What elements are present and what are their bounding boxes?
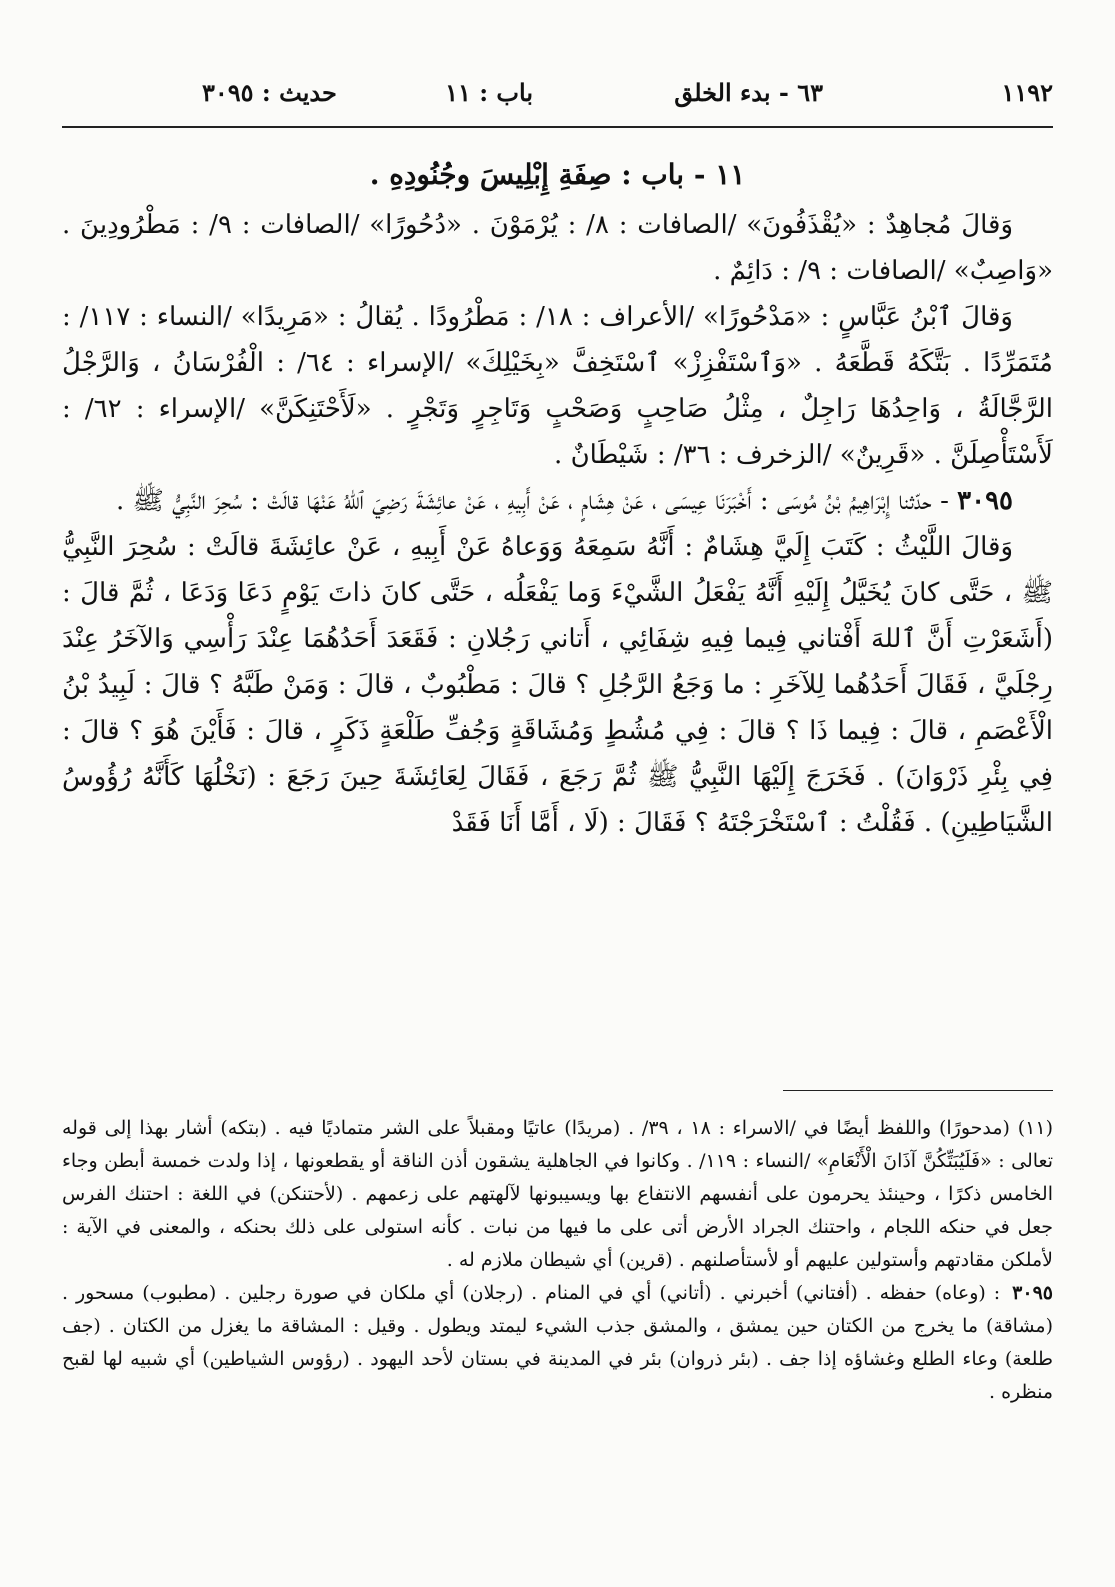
chapter-title: ١١ - باب : صِفَةِ إِبْلِيسَ وجُنُودِهِ .	[369, 158, 746, 191]
book-title: ٦٣ - بدء الخلق	[674, 78, 823, 107]
paragraph-ibn-abbas: وَقالَ ٱبْنُ عَبَّاسٍ : «مَدْحُورًا» /الأعراف : ١٨/ : مَطْرُودًا . يُقالُ : «مَرِيدًا» /النساء : ١١٧/ : مُتَمَرِّدًا . بَتَّكَهُ قَطَّعَهُ . «وَٱسْتَفْزِزْ» ٱسْتَخِفَّ «بِخَيْلِكَ» /الإسراء : ٦٤/ : الْفُرْسَانُ ، وَالرَّجْلُ الرَّجَّالَةُ ، وَاحِدُهَا رَاجِلٌ ، مِثْلُ صَاحِبٍ وَصَحْبٍ وَتَاجِرٍ وَتَجْرٍ . «لَأَحْتَنِكَنَّ» /الإسراء : ٦٢/ : لَأَسْتَأْصِلَنَّ . «قَرِينٌ» /الزخرف : ٣٦/ : شَيْطَانٌ .	[62, 302, 1053, 470]
footnote-divider	[783, 1090, 1053, 1091]
page-header	[62, 78, 1053, 118]
hadith-label: حديث : ٣٠٩٥	[202, 78, 337, 107]
hadith-paragraph: ٣٠٩٥ - حدّثنا إِبْرَاهِيمُ بْنُ مُوسَى : أَخْبَرَنَا عِيسَى ، عَنْ هِشَامٍ ، عَنْ أَبِيهِ ، عَنْ عائِشَةَ رَضِيَ ٱللهُ عَنْهَا قالَتْ : سُحِرَ النَّبِيُّ ﷺ .	[115, 486, 1013, 516]
hadith-text: حدّثنا إِبْرَاهِيمُ بْنُ مُوسَى : أَخْبَرَنَا عِيسَى ، عَنْ هِشَامٍ ، عَنْ أَبِيهِ ، عَنْ عائِشَةَ رَضِيَ ٱللهُ عَنْهَا قالَتْ : سُحِرَ النَّبِيُّ ﷺ .	[115, 486, 932, 516]
footnote-number: ٣٠٩٥	[1012, 1282, 1053, 1304]
footnote-11: (١١) (مدحورًا) واللفظ أيضًا في /الاسراء : ١٨ ، ٣٩/ . (مريدًا) عاتيًا ومقبلاً على الشر متماديًا فيه . (بتكه) أشار بهذا إلى قوله تعالى : «فَلَيُبَتِّكُنَّ آذَانَ الْأَنْعَامِ» /النساء : ١١٩/ . وكانوا في الجاهلية يشقون أذن الناقة أو يقطعونها ، إذا ولدت خمسة أبطن وجاء الخامس ذكرًا ، وحينئذ يحرمون على أنفسهم الانتفاع بها ويسيبونها لآلهتهم على زعمهم . (لأحتنكن) في اللغة : احتنك الفرس جعل في حنكه اللجام ، واحتنك الجراد الأرض أتى على ما فيها من نبات . كأنه استولى على ذلك بحنكه ، والمعنى في الآية : لأملكن مقادتهم وأستولين عليهم أو لأستأصلنهم . (قرين) أي شيطان ملازم له .	[62, 1117, 1053, 1271]
chapter-label: باب : ١١	[445, 78, 533, 107]
paragraph-layth: وَقالَ اللَّيْثُ : كَتَبَ إِلَيَّ هِشَامٌ : أَنَّهُ سَمِعَهُ وَوَعاهُ عَنْ أَبِيهِ ، عَنْ عائِشَةَ قالَتْ : سُحِرَ النَّبِيُّ ﷺ ، حَتَّى كانَ يُخَيَّلُ إِلَيْهِ أَنَّهُ يَفْعَلُ الشَّيْءَ وَما يَفْعَلُه ، حَتَّى كانَ ذاتَ يَوْمٍ دَعَا وَدَعَا ، ثُمَّ قالَ : (أَشَعَرْتِ أَنَّ ٱللهَ أَفْتاني فِيما فِيهِ شِفَائِي ، أَتاني رَجُلانِ : فَقَعَدَ أَحَدُهُمَا عِنْدَ رَأْسِي وَالآخَرُ عِنْدَ رِجْلَيَّ ، فَقَالَ أَحَدُهُما لِلآخَرِ : ما وَجَعُ الرَّجُلِ ؟ قالَ : مَطْبُوبٌ ، قالَ : وَمَنْ طَبَّهُ ؟ قالَ : لَبِيدُ بْنُ الْأَعْصَمِ ، قالَ : فِيما ذَا ؟ قالَ : فِي مُشُطٍ وَمُشَاقَةٍ وَجُفِّ طَلْعَةٍ ذَكَرٍ ، قالَ : فَأَيْنَ هُوَ ؟ قالَ : فِي بِئْرِ ذَرْوَانَ) . فَخَرَجَ إِلَيْهَا النَّبِيُّ ﷺ ثُمَّ رَجَعَ ، فَقَالَ لِعَائِشَةَ حِينَ رَجَعَ : (نَخْلُهَا كَأَنَّهُ رُؤُوسُ الشَّيَاطِينِ) . فَقُلْتُ : ٱسْتَخْرَجْتَهُ ؟ فَقَالَ : (لَا ، أَمَّا أَنَا فَقَدْ	[62, 532, 1053, 838]
page-number: ١١٩٢	[1001, 78, 1053, 107]
main-text	[62, 152, 1053, 846]
hadith-number: ٣٠٩٥	[957, 486, 1013, 516]
paragraph-mujahid: وَقالَ مُجاهِدٌ : «يُقْذَفُونَ» /الصافات : ٨/ : يُرْمَوْنَ . «دُحُورًا» /الصافات : ٩/ : مَطْرُودِينَ . «وَاصِبٌ» /الصافات : ٩/ : دَائِمٌ .	[62, 210, 1053, 286]
footnote-3095	[62, 1277, 1053, 1409]
footnotes	[62, 1112, 1053, 1409]
header-divider	[62, 126, 1053, 128]
footnote-text: : (وعاه) حفظه . (أفتاني) أخبرني . (أتاني) أي في المنام . (رجلان) أي ملكان في صورة رجلين . (مطبوب) مسحور . (مشاقة) ما يخرج من الكتان حين يمشق ، والمشق جذب الشيء ليمتد ويطول . وقيل : المشاقة ما يغزل من الكتان . (جف طلعة) وعاء الطلع وغشاؤه إذا جف . (بئر ذروان) بئر في المدينة في بستان لأحد اليهود . (رؤوس الشياطين) أي شبيه لها لقبح منظره .	[62, 1282, 1053, 1403]
